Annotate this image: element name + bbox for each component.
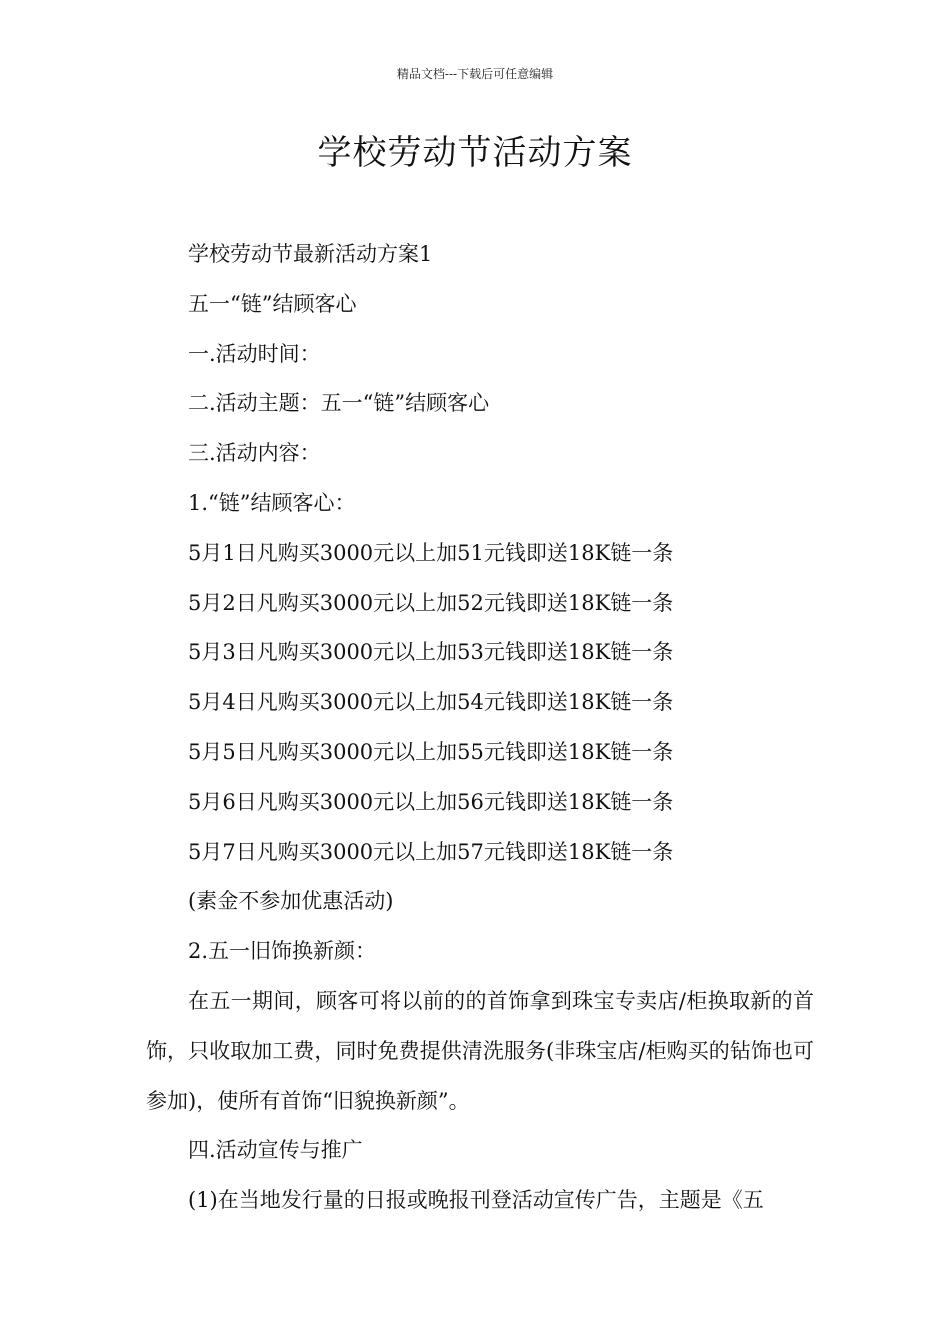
document-body (146, 230, 814, 1226)
paragraph-activity-time: 一.活动时间： (188, 341, 321, 366)
paragraph-subtitle: 学校劳动节最新活动方案1 (188, 242, 433, 266)
paragraph-promotion-1: (1)在当地发行量的日报或晚报刊登活动宣传广告，主题是《五 (188, 1188, 764, 1213)
paragraph-offer-day: 5月6日凡购买3000元以上加56元钱即送18K链一条 (188, 789, 674, 814)
paragraph-item-1: 1.“链”结顾客心： (188, 490, 356, 515)
paragraph-exchange-details: 在五一期间，顾客可将以前的的首饰拿到珠宝专卖店/柜换取新的首饰，只收取加工费，同时免费提供清洗服务(非珠宝店/柜购买的钻饰也可参加)，使所有首饰“旧貌换新颜”。 (146, 988, 814, 1113)
paragraph-promotion-heading: 四.活动宣传与推广 (188, 1138, 363, 1163)
paragraph-offer-day: 5月2日凡购买3000元以上加52元钱即送18K链一条 (188, 590, 674, 615)
paragraph-activity-content: 三.活动内容： (188, 441, 321, 466)
paragraph-offer-day: 5月5日凡购买3000元以上加55元钱即送18K链一条 (188, 739, 674, 764)
paragraph-offer-day: 5月1日凡购买3000元以上加51元钱即送18K链一条 (188, 540, 674, 565)
paragraph-offer-day: 5月3日凡购买3000元以上加53元钱即送18K链一条 (188, 640, 674, 665)
paragraph-offer-day: 5月7日凡购买3000元以上加57元钱即送18K链一条 (188, 839, 674, 864)
paragraph-item-2: 2.五一旧饰换新颜： (188, 939, 377, 964)
header-note: 精品文档---下载后可任意编辑 (396, 67, 554, 81)
paragraph-theme: 五一“链”结顾客心 (188, 291, 357, 316)
paragraph-note: (素金不参加优惠活动) (188, 889, 394, 914)
paragraph-offer-day: 5月4日凡购买3000元以上加54元钱即送18K链一条 (188, 690, 674, 715)
document-title: 学校劳动节活动方案 (317, 133, 633, 173)
paragraph-activity-theme: 二.活动主题：五一“链”结顾客心 (188, 391, 490, 416)
